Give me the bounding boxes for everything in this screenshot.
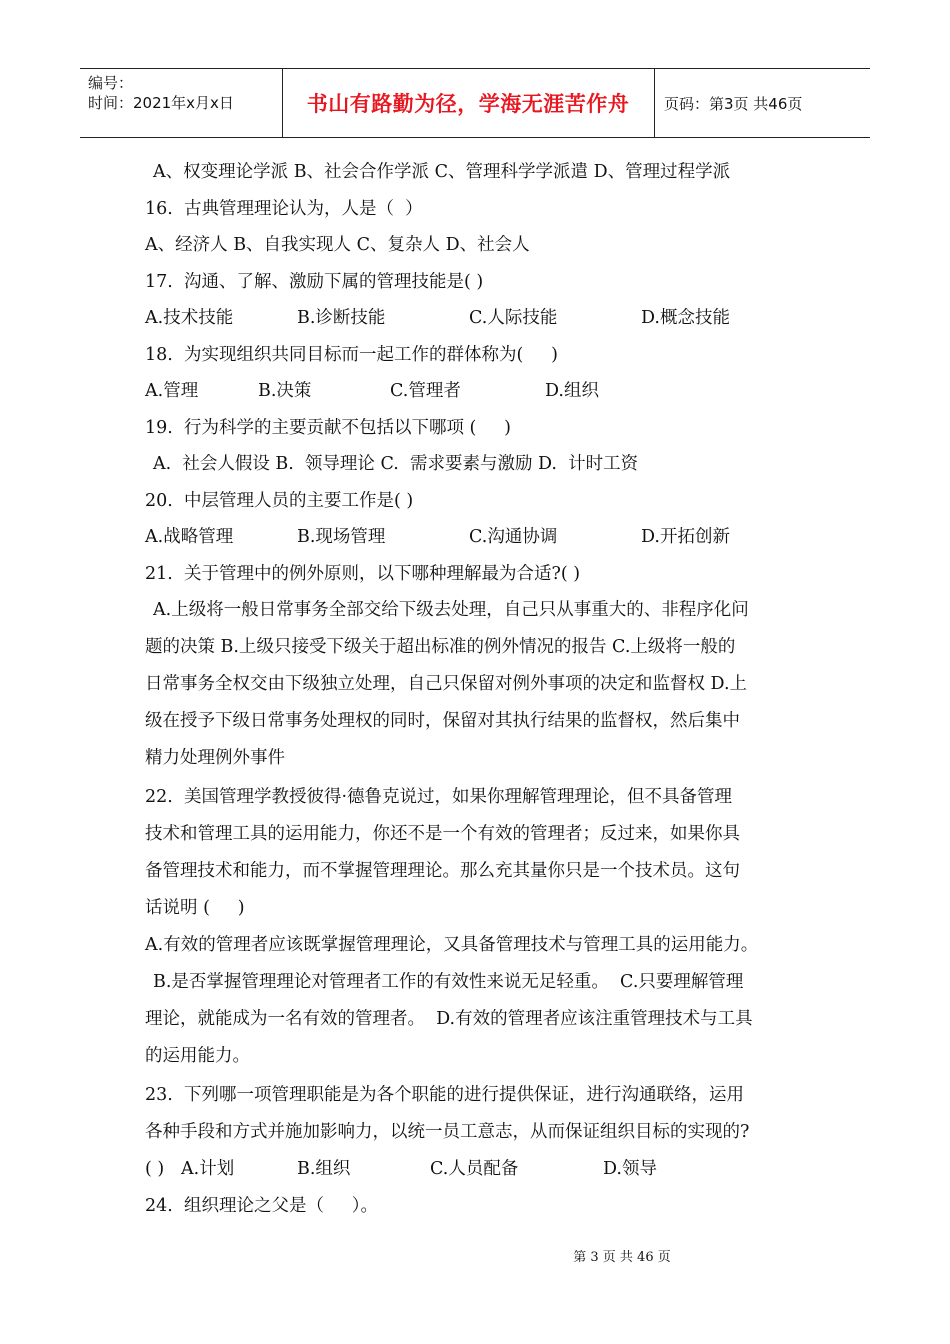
- question-22-text-7: 理论，就能成为一名有效的管理者。 D.有效的管理者应该注重管理技术与工具: [145, 1009, 753, 1029]
- option-d: D.组织: [545, 381, 599, 401]
- question-21-text-1: A.上级将一般日常事务全部交给下级去处理，自己只从事重大的、非程序化问: [153, 600, 749, 620]
- answer-blank: ( ): [145, 1159, 165, 1179]
- header-motto: 书山有路勤为径，学海无涯苦作舟: [306, 92, 630, 116]
- question-24: 24. 组织理论之父是（ ）。: [145, 1196, 379, 1216]
- option-c: C.管理者: [390, 381, 461, 401]
- question-18-options: [145, 379, 845, 403]
- question-17-options: [145, 306, 845, 330]
- option-a: A.计划: [181, 1159, 235, 1179]
- question-18: 18. 为实现组织共同目标而一起工作的群体称为( ): [145, 345, 558, 365]
- question-23-options: [145, 1157, 845, 1181]
- question-23-text-1: 23. 下列哪一项管理职能是为各个职能的进行提供保证，进行沟通联络，运用: [145, 1085, 744, 1105]
- question-22-text-6: B.是否掌握管理理论对管理者工作的有效性来说无足轻重。 C.只要理解管理: [153, 972, 744, 992]
- question-22-option-a: A.有效的管理者应该既掌握管理理论，又具备管理技术与管理工具的运用能力。: [145, 935, 759, 955]
- option-d: D.概念技能: [641, 308, 730, 328]
- question-19-options: A. 社会人假设 B. 领导理论 C. 需求要素与激励 D. 计时工资: [153, 454, 639, 474]
- page-footer: [0, 1246, 950, 1265]
- footer-page-number: 第 3 页 共 46 页: [573, 1250, 671, 1265]
- question-23-text-2: 各种手段和方式并施加影响力，以统一员工意志，从而保证组织目标的实现的?: [145, 1122, 750, 1142]
- option-a: A.管理: [145, 381, 199, 401]
- option-b: B.诊断技能: [297, 308, 386, 328]
- question-21-text-2: 题的决策 B.上级只接受下级关于超出标准的例外情况的报告 C.上级将一般的: [145, 637, 736, 657]
- option-c: C.沟通协调: [469, 527, 558, 547]
- question-20-options: [145, 525, 845, 549]
- question-21-text-3: 日常事务全权交由下级独立处理，自己只保留对例外事项的决定和监督权 D.上: [145, 674, 748, 694]
- option-b: B.决策: [258, 381, 312, 401]
- header-page-info: 页码：第3页 共46页: [664, 94, 803, 113]
- option-a: A.战略管理: [145, 527, 234, 547]
- question-22-text-3: 备管理技术和能力，而不掌握管理理论。那么充其量你只是一个技术员。这句: [145, 861, 740, 881]
- option-b: B.组织: [297, 1159, 351, 1179]
- question-17: 17. 沟通、了解、激励下属的管理技能是( ): [145, 272, 484, 292]
- option-d: D.领导: [603, 1159, 657, 1179]
- question-19: 19. 行为科学的主要贡献不包括以下哪项 ( ): [145, 418, 511, 438]
- question-22-text-8: 的运用能力。: [145, 1046, 250, 1066]
- question-20: 20. 中层管理人员的主要工作是( ): [145, 491, 414, 511]
- option-c: C.人际技能: [469, 308, 558, 328]
- question-21-text-4: 级在授予下级日常事务处理权的同时，保留对其执行结果的监督权，然后集中: [145, 711, 740, 731]
- question-22-text-1: 22. 美国管理学教授彼得·德鲁克说过，如果你理解管理理论，但不具备管理: [145, 787, 733, 807]
- question-21-text-5: 精力处理例外事件: [145, 748, 285, 768]
- option-a: A.技术技能: [145, 308, 234, 328]
- option-b: B.现场管理: [297, 527, 386, 547]
- question-22-text-2: 技术和管理工具的运用能力，你还不是一个有效的管理者；反过来，如果你具: [145, 824, 740, 844]
- question-21: 21. 关于管理中的例外原则，以下哪种理解最为合适?( ): [145, 564, 581, 584]
- option-d: D.开拓创新: [641, 527, 730, 547]
- question-16-options: A、经济人 B、自我实现人 C、复杂人 D、社会人: [145, 235, 530, 255]
- document-code-label: 编号：: [88, 74, 134, 92]
- question-15-options: A、权变理论学派 B、社会合作学派 C、管理科学学派遣 D、管理过程学派: [153, 162, 731, 182]
- question-16: 16. 古典管理理论认为，人是（ ）: [145, 199, 423, 219]
- question-22-text-4: 话说明 ( ): [145, 898, 245, 918]
- document-date: 时间：2021年x月x日: [88, 94, 234, 112]
- option-c: C.人员配备: [430, 1159, 519, 1179]
